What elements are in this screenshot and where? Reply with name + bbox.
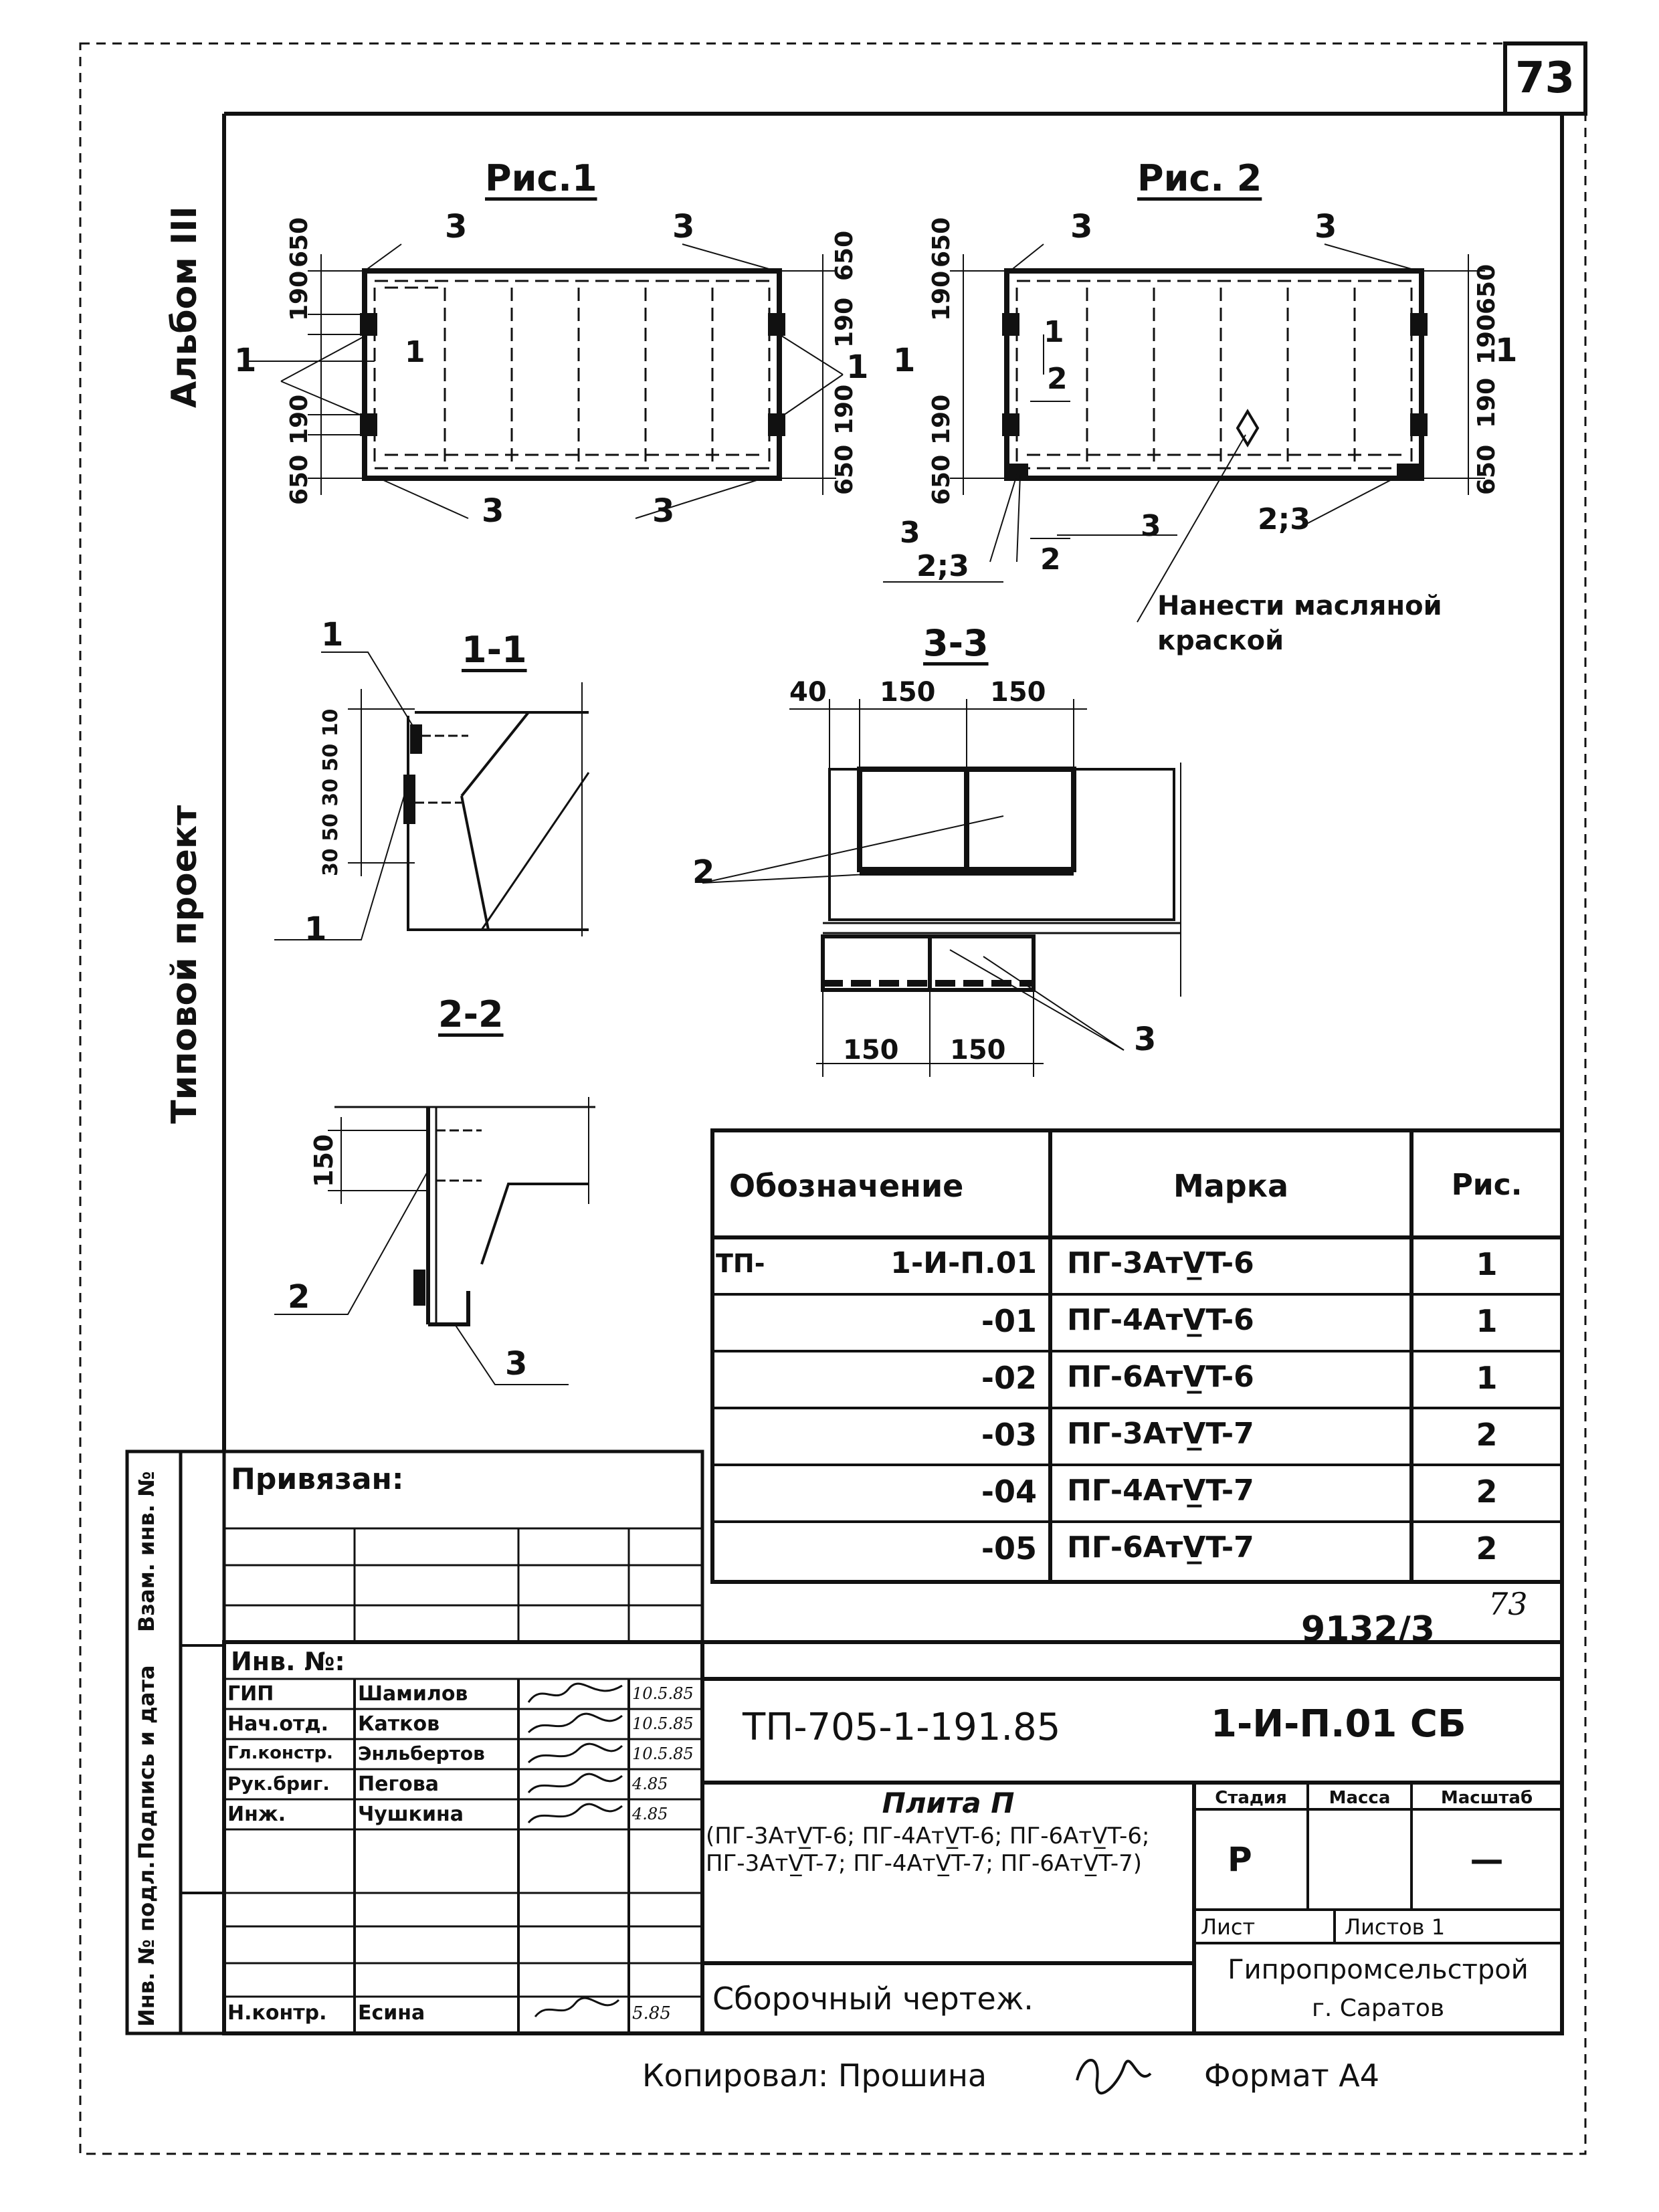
section-2-2-callout-3: 3 xyxy=(505,1345,528,1383)
fig2-dim-190-bot: 190 xyxy=(928,394,955,445)
doc-type: Сборочный чертеж. xyxy=(712,1981,1034,2017)
fig2-section-3-left: 3 xyxy=(900,516,920,550)
person-name: Катков xyxy=(358,1712,440,1736)
section-1-1-title: 1-1 xyxy=(462,629,527,671)
scale-value: — xyxy=(1470,1840,1504,1879)
spec-ref-sup: 73 xyxy=(1488,1586,1528,1622)
fig2-callout-3-tl: 3 xyxy=(1070,208,1093,245)
spec-row-mark: ПГ-4АтV̲T-7 xyxy=(1067,1474,1254,1508)
mass-label: Масса xyxy=(1329,1788,1391,1808)
fig1-callout-3-tr: 3 xyxy=(672,208,695,245)
fig1-dim-190-top: 190 xyxy=(286,270,313,321)
sheet-format: Формат А4 xyxy=(1204,2057,1379,2094)
person-role: Рук.бриг. xyxy=(227,1773,330,1795)
person-date: 4.85 xyxy=(632,1805,668,1823)
product-name: Плита П xyxy=(882,1787,1015,1819)
fig2-section-3-right: 3 xyxy=(1141,509,1161,543)
org-city: г. Саратов xyxy=(1311,1995,1445,2022)
album-label: Альбом III xyxy=(165,206,205,408)
side-label-inv-podl: Инв. № подл. xyxy=(134,1861,159,2027)
person-name: Чушкина xyxy=(358,1803,464,1826)
spec-row-designation: -05 xyxy=(981,1530,1037,1567)
spec-row-fig: 2 xyxy=(1476,1474,1498,1510)
person-date: 10.5.85 xyxy=(632,1744,694,1763)
project-type-label: Типовой проект xyxy=(165,805,205,1124)
fig1-plate xyxy=(248,244,843,518)
spec-row-mark: ПГ-4АтV̲T-6 xyxy=(1067,1303,1254,1337)
control-date: 5.85 xyxy=(632,2003,671,2023)
person-role: Инж. xyxy=(227,1803,286,1826)
spec-row-mark: ПГ-6АтV̲T-7 xyxy=(1067,1530,1254,1565)
fig1-dim-650-top: 650 xyxy=(286,217,313,268)
spec-row-designation: -02 xyxy=(981,1360,1037,1396)
fig2-callout-23-right: 2;3 xyxy=(1258,502,1310,536)
fig2-section-1-left: 1 xyxy=(893,342,916,379)
spec-row-mark: ПГ-6АтV̲T-6 xyxy=(1067,1360,1254,1394)
attached-label: Привязан: xyxy=(231,1462,404,1496)
fig1-section-1-inner: 1 xyxy=(405,335,425,369)
person-role: ГИП xyxy=(227,1682,274,1706)
sheet-label: Лист xyxy=(1201,1914,1256,1940)
section-2-2-dim-150: 150 xyxy=(309,1134,338,1187)
fig2-dim-190-top: 190 xyxy=(928,270,955,321)
spec-row-designation: 1-И-П.01 xyxy=(890,1246,1037,1280)
fig1-title: Рис.1 xyxy=(485,157,597,199)
section-3-3-title: 3-3 xyxy=(923,622,989,664)
doc-mark: 1-И-П.01 СБ xyxy=(1211,1702,1466,1746)
spec-row-designation: -04 xyxy=(981,1474,1037,1510)
fig1-dim-650-bot: 650 xyxy=(286,454,313,505)
spec-row-fig: 1 xyxy=(1476,1303,1498,1339)
spec-row-fig: 2 xyxy=(1476,1417,1498,1453)
spec-row-fig: 2 xyxy=(1476,1530,1498,1567)
person-date: 10.5.85 xyxy=(632,1714,694,1733)
fig1-callout-3-tl: 3 xyxy=(445,208,468,245)
fig2-section-2-top: 2 xyxy=(1047,362,1068,396)
fig2-section-2-bot: 2 xyxy=(1040,542,1061,577)
person-name: Пегова xyxy=(358,1773,439,1796)
section-3-3-dim-150-d: 150 xyxy=(950,1035,1006,1066)
fig1-dim-190-rtop: 190 xyxy=(831,297,858,348)
copier-signature xyxy=(1070,2047,1157,2100)
spec-ref-number: 9132/3 xyxy=(1301,1609,1435,1649)
person-role: Гл.констр. xyxy=(227,1743,333,1763)
fig2-dim-650-rtop: 650 xyxy=(1473,264,1500,314)
section-3-3-dim-150-c: 150 xyxy=(843,1035,899,1066)
spec-header-mark: Марка xyxy=(1173,1168,1288,1204)
control-role: Н.контр. xyxy=(227,2001,327,2025)
section-3-3-dim-40: 40 xyxy=(789,677,827,708)
section-3-3-dim-150-b: 150 xyxy=(990,677,1046,708)
fig2-dim-190-rbot: 190 xyxy=(1473,377,1500,428)
spec-header-fig: Рис. xyxy=(1451,1168,1523,1202)
spec-row-prefix: ТП- xyxy=(716,1249,765,1278)
section-2-2-callout-2: 2 xyxy=(288,1278,310,1316)
fig2-callout-3-tr: 3 xyxy=(1314,208,1337,245)
fig1-callout-3-bl: 3 xyxy=(482,492,504,530)
control-name: Есина xyxy=(358,2001,425,2025)
inv-no-label: Инв. №: xyxy=(231,1647,345,1676)
fig1-callout-3-br: 3 xyxy=(652,492,675,530)
person-name: Шамилов xyxy=(358,1682,468,1706)
side-label-sign-date: Подпись и дата xyxy=(134,1665,159,1859)
fig1-section-1-left: 1 xyxy=(234,342,257,379)
doc-code: ТП-705-1-191.85 xyxy=(743,1706,1061,1749)
fig2-dim-650-bot: 650 xyxy=(928,454,955,505)
sheets-label: Листов 1 xyxy=(1345,1914,1446,1940)
stage-label: Стадия xyxy=(1215,1788,1287,1808)
spec-header-designation: Обозначение xyxy=(729,1168,964,1204)
fig2-dim-190-rtop: 190 xyxy=(1473,314,1500,365)
spec-row-fig: 1 xyxy=(1476,1360,1498,1396)
spec-row-mark: ПГ-3АтV̲T-6 xyxy=(1067,1246,1254,1280)
org-name: Гипропромсельстрой xyxy=(1228,1954,1529,1985)
fig2-callout-23-left: 2;3 xyxy=(916,549,969,583)
person-date: 4.85 xyxy=(632,1775,668,1793)
fig2-title: Рис. 2 xyxy=(1137,157,1262,199)
section-3-3 xyxy=(702,699,1181,1077)
section-1-1-dims: 30 50 30 50 10 xyxy=(319,708,343,876)
fig2-dim-650-top: 650 xyxy=(928,217,955,268)
person-role: Нач.отд. xyxy=(227,1712,328,1736)
section-1-1-callout-1-top: 1 xyxy=(321,616,344,653)
person-date: 10.5.85 xyxy=(632,1684,694,1703)
side-label-vzam-inv: Взам. инв. № xyxy=(134,1471,159,1632)
spec-row-mark: ПГ-3АтV̲T-7 xyxy=(1067,1417,1254,1451)
scale-label: Масштаб xyxy=(1440,1788,1533,1808)
signature-scribbles xyxy=(522,1679,629,2033)
section-3-3-callout-3: 3 xyxy=(1134,1021,1157,1058)
fig1-dim-650-rtop: 650 xyxy=(831,230,858,281)
section-3-3-callout-2: 2 xyxy=(692,853,715,891)
stage-value: Р xyxy=(1228,1840,1252,1879)
sheet-corner-number: 73 xyxy=(1515,54,1575,103)
fig1-dim-650-rbot: 650 xyxy=(831,444,858,495)
section-3-3-dim-150-a: 150 xyxy=(880,677,936,708)
fig1-section-1-right: 1 xyxy=(846,348,869,386)
fig1-dim-190-rbot: 190 xyxy=(831,384,858,435)
spec-row-fig: 1 xyxy=(1476,1246,1498,1282)
fig1-dim-190-bot: 190 xyxy=(286,394,313,445)
fig2-paint-note: Нанести масляной краской xyxy=(1157,591,1442,656)
fig2-dim-650-rbot: 650 xyxy=(1473,444,1500,495)
section-1-1-callout-1-bot: 1 xyxy=(304,910,327,948)
copied-by: Копировал: Прошина xyxy=(642,2057,987,2094)
person-name: Энльбертов xyxy=(358,1742,485,1765)
fig2-section-1-right: 1 xyxy=(1495,332,1518,369)
spec-row-designation: -03 xyxy=(981,1417,1037,1453)
fig2-plate xyxy=(883,244,1485,622)
spec-row-designation: -01 xyxy=(981,1303,1037,1339)
fig2-section-1-inner: 1 xyxy=(1044,315,1064,349)
section-2-2-title: 2-2 xyxy=(438,993,504,1035)
product-variants: (ПГ-3АтV̲T-6; ПГ-4АтV̲T-6; ПГ-6АтV̲T-6; ПГ-3АтV̲T-7; ПГ-4АтV̲T-7; ПГ-6АтV̲T-7) xyxy=(706,1823,1150,1877)
